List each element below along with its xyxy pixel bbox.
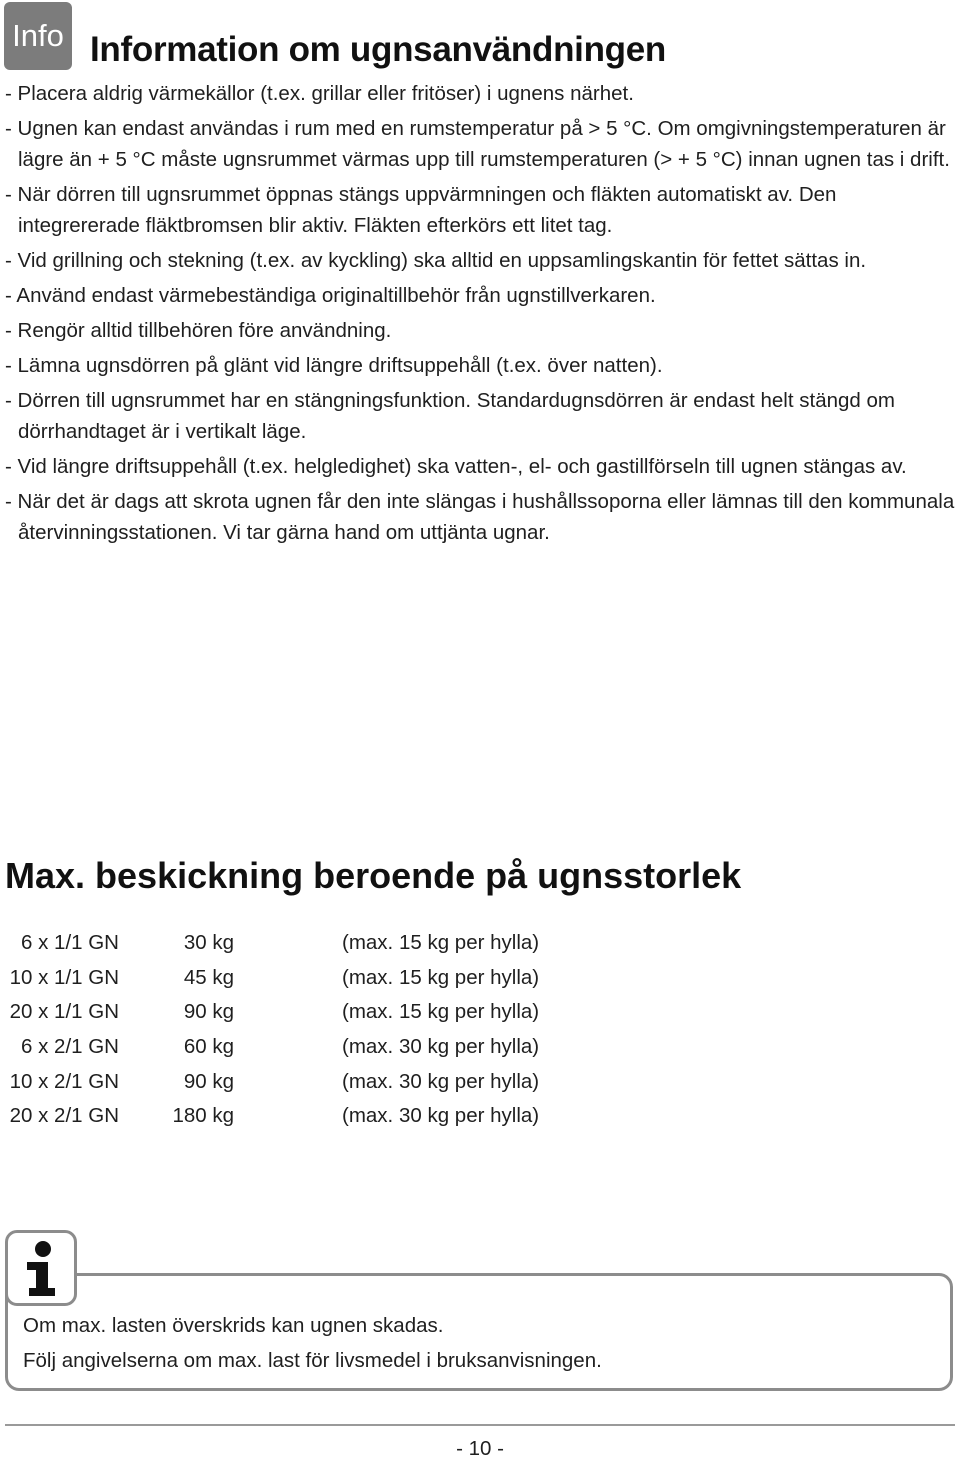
max-load-cell: 45 kg (183, 965, 234, 989)
instruction-item: - När det är dags att skrota ugnen får den inte slängas i hushållssoporna eller lämnas till den kommunala återvinningsstationen. Vi tar gärna hand om uttjänta ugnar. (5, 490, 955, 544)
shelf-load-cell: (max. 30 kg per hylla) (342, 1035, 540, 1059)
max-load-cell: 90 kg (183, 1000, 234, 1024)
instruction-item: - Vid längre driftsuppehåll (t.ex. helgledighet) ska vatten-, el- och gastillförseln till ugnen stängas av. (5, 455, 907, 478)
instruction-item: - Använd endast värmebeständiga originaltillbehör från ugnstillverkaren. (5, 284, 656, 307)
oven-size-cell: 10 x 2/1 GN (9, 1069, 119, 1093)
info-icon (18, 1239, 66, 1299)
instruction-item: - Ugnen kan endast användas i rum med en rumstemperatur på > 5 °C. Om omgivningstemperaturen är lägre än + 5 °C måste ugnsrummet värmas upp till rumstemperaturen (> + 5 °C) innan ugnen tas i drift. (5, 117, 950, 171)
instruction-item: - Placera aldrig värmekällor (t.ex. grillar eller fritöser) i ugnens närhet. (5, 82, 634, 105)
page-number: - 10 - (456, 1437, 504, 1460)
shelf-load-cell: (max. 15 kg per hylla) (342, 965, 540, 989)
page-title: Information om ugnsanvändningen (90, 30, 666, 69)
oven-size-cell: 20 x 1/1 GN (9, 1000, 119, 1024)
max-load-cell: 60 kg (183, 1035, 234, 1059)
table-row (5, 926, 539, 961)
instruction-item: - Vid grillning och stekning (t.ex. av kyckling) ska alltid en uppsamlingskantin för fettet sättas in. (5, 249, 867, 272)
shelf-load-cell: (max. 15 kg per hylla) (342, 1000, 540, 1024)
instruction-item: - Rengör alltid tillbehören före användning. (5, 319, 392, 342)
table-row (5, 961, 539, 996)
instruction-item: - Lämna ugnsdörren på glänt vid längre driftsuppehåll (t.ex. över natten). (5, 354, 663, 377)
footer-divider (5, 1424, 955, 1426)
table-row (5, 1064, 539, 1099)
instruction-item: - När dörren till ugnsrummet öppnas stängs uppvärmningen och fläkten automatiskt av. Den integrererade fläktbromsen blir aktiv. Fläkten efterkörs ett litet tag. (5, 183, 837, 237)
note-text: Följ angivelserna om max. last för livsmedel i bruksanvisningen. (23, 1349, 602, 1372)
info-badge: Info (4, 2, 72, 70)
load-section-title: Max. beskickning beroende på ugnsstorlek (5, 855, 742, 896)
shelf-load-cell: (max. 30 kg per hylla) (342, 1069, 540, 1093)
instruction-list (5, 74, 955, 548)
shelf-load-cell: (max. 15 kg per hylla) (342, 931, 540, 955)
max-load-cell: 180 kg (172, 1104, 234, 1128)
load-table (5, 926, 539, 1134)
table-row (5, 1030, 539, 1065)
oven-size-cell: 20 x 2/1 GN (9, 1104, 119, 1128)
max-load-cell: 30 kg (183, 931, 234, 955)
oven-size-cell: 6 x 1/1 GN (21, 931, 119, 955)
table-row (5, 995, 539, 1030)
oven-size-cell: 6 x 2/1 GN (21, 1035, 119, 1059)
note-text: Om max. lasten överskrids kan ugnen skadas. (23, 1314, 444, 1337)
oven-size-cell: 10 x 1/1 GN (9, 965, 119, 989)
instruction-item: - Dörren till ugnsrummet har en stängningsfunktion. Standardugnsdörren är endast helt stängd om dörrhandtaget är i vertikalt läge. (5, 389, 895, 443)
table-row (5, 1099, 539, 1134)
note-icon-frame (5, 1230, 77, 1306)
max-load-cell: 90 kg (183, 1069, 234, 1093)
shelf-load-cell: (max. 30 kg per hylla) (342, 1104, 540, 1128)
